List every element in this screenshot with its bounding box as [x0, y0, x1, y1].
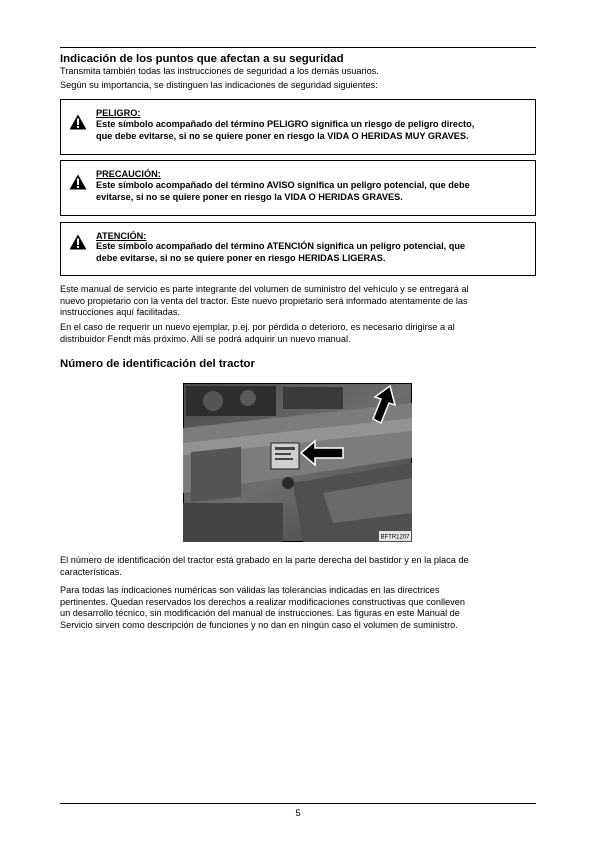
notice-caution: [60, 160, 536, 216]
tractor-frame-photo: [183, 383, 412, 542]
warning-triangle-icon: [69, 174, 87, 190]
header-rule: [60, 47, 536, 48]
body-text-line: un desarrollo técnico, sin modificación del manual de instrucciones. Las figuras en este Manual de: [60, 608, 460, 618]
notice-attention: [60, 222, 536, 276]
body-text-line: pertinentes. Quedan reservados los derechos a realizar modificaciones constructivas que conlleven: [60, 597, 465, 607]
warning-triangle-icon: [69, 114, 87, 130]
notice-text-line: Este símbolo acompañado del término PELIGRO significa un riesgo de peligro directo,: [96, 119, 475, 129]
body-text-line: distribuidor Fendt más próximo. Allí se podrá adquirir un nuevo manual.: [60, 334, 351, 344]
notice-text-line: Este símbolo acompañado del término ATENCIÓN significa un peligro potencial, que: [96, 241, 466, 251]
page-number: 5: [295, 808, 301, 819]
footer-rule: [60, 803, 536, 804]
body-text-line: En el caso de requerir un nuevo ejemplar, p.ej. por pérdida o deterioro, es necesario dirigirse a al: [60, 322, 455, 332]
notice-text-line: evitarse, si no se quiere poner en riesgo la VIDA O HERIDAS GRAVES.: [96, 192, 403, 202]
photo-label: BFTR1207: [380, 534, 410, 541]
body-text-line: Servicio sirven como descripción de funciones y no dan en ningún caso el volumen de suministro.: [60, 620, 458, 630]
body-text-line: nuevo propietario con la venta del tractor. Este nuevo propietario será informado atentamente de las: [60, 296, 468, 306]
notice-title: PRECAUCIÓN:: [96, 169, 161, 179]
body-text-line: El número de identificación del tractor está grabado en la parte derecha del bastidor y en la placa de: [60, 555, 469, 565]
body-text-line: instrucciones aquí facilitadas.: [60, 307, 181, 317]
intro-text-line: Según su importancia, se distinguen las indicaciones de seguridad siguientes:: [60, 80, 378, 90]
notice-text-line: que debe evitarse, si no se quiere poner en riesgo la VIDA O HERIDAS MUY GRAVES.: [96, 131, 469, 141]
body-text-line: Este manual de servicio es parte integrante del volumen de suministro del vehículo y se entregará al: [60, 284, 469, 294]
notice-text-line: debe evitarse, si no se quiere poner en riesgo HERIDAS LIGERAS.: [96, 253, 386, 263]
body-text-line: Para todas las indicaciones numéricas son válidas las tolerancias indicadas en las directrices: [60, 585, 440, 595]
notice-title: ATENCIÓN:: [96, 231, 147, 241]
section-heading-identification: Número de identificación del tractor: [60, 358, 255, 370]
intro-text-line: Transmita también todas las instrucciones de seguridad a los demás usuarios.: [60, 66, 379, 76]
warning-triangle-icon: [69, 234, 87, 250]
body-text-line: características.: [60, 567, 122, 577]
notice-title: PELIGRO:: [96, 108, 141, 118]
section-heading-safety: Indicación de los puntos que afectan a su seguridad: [60, 53, 344, 65]
notice-text-line: Este símbolo acompañado del término AVISO significa un peligro potencial, que debe: [96, 180, 470, 190]
notice-danger: [60, 99, 536, 155]
